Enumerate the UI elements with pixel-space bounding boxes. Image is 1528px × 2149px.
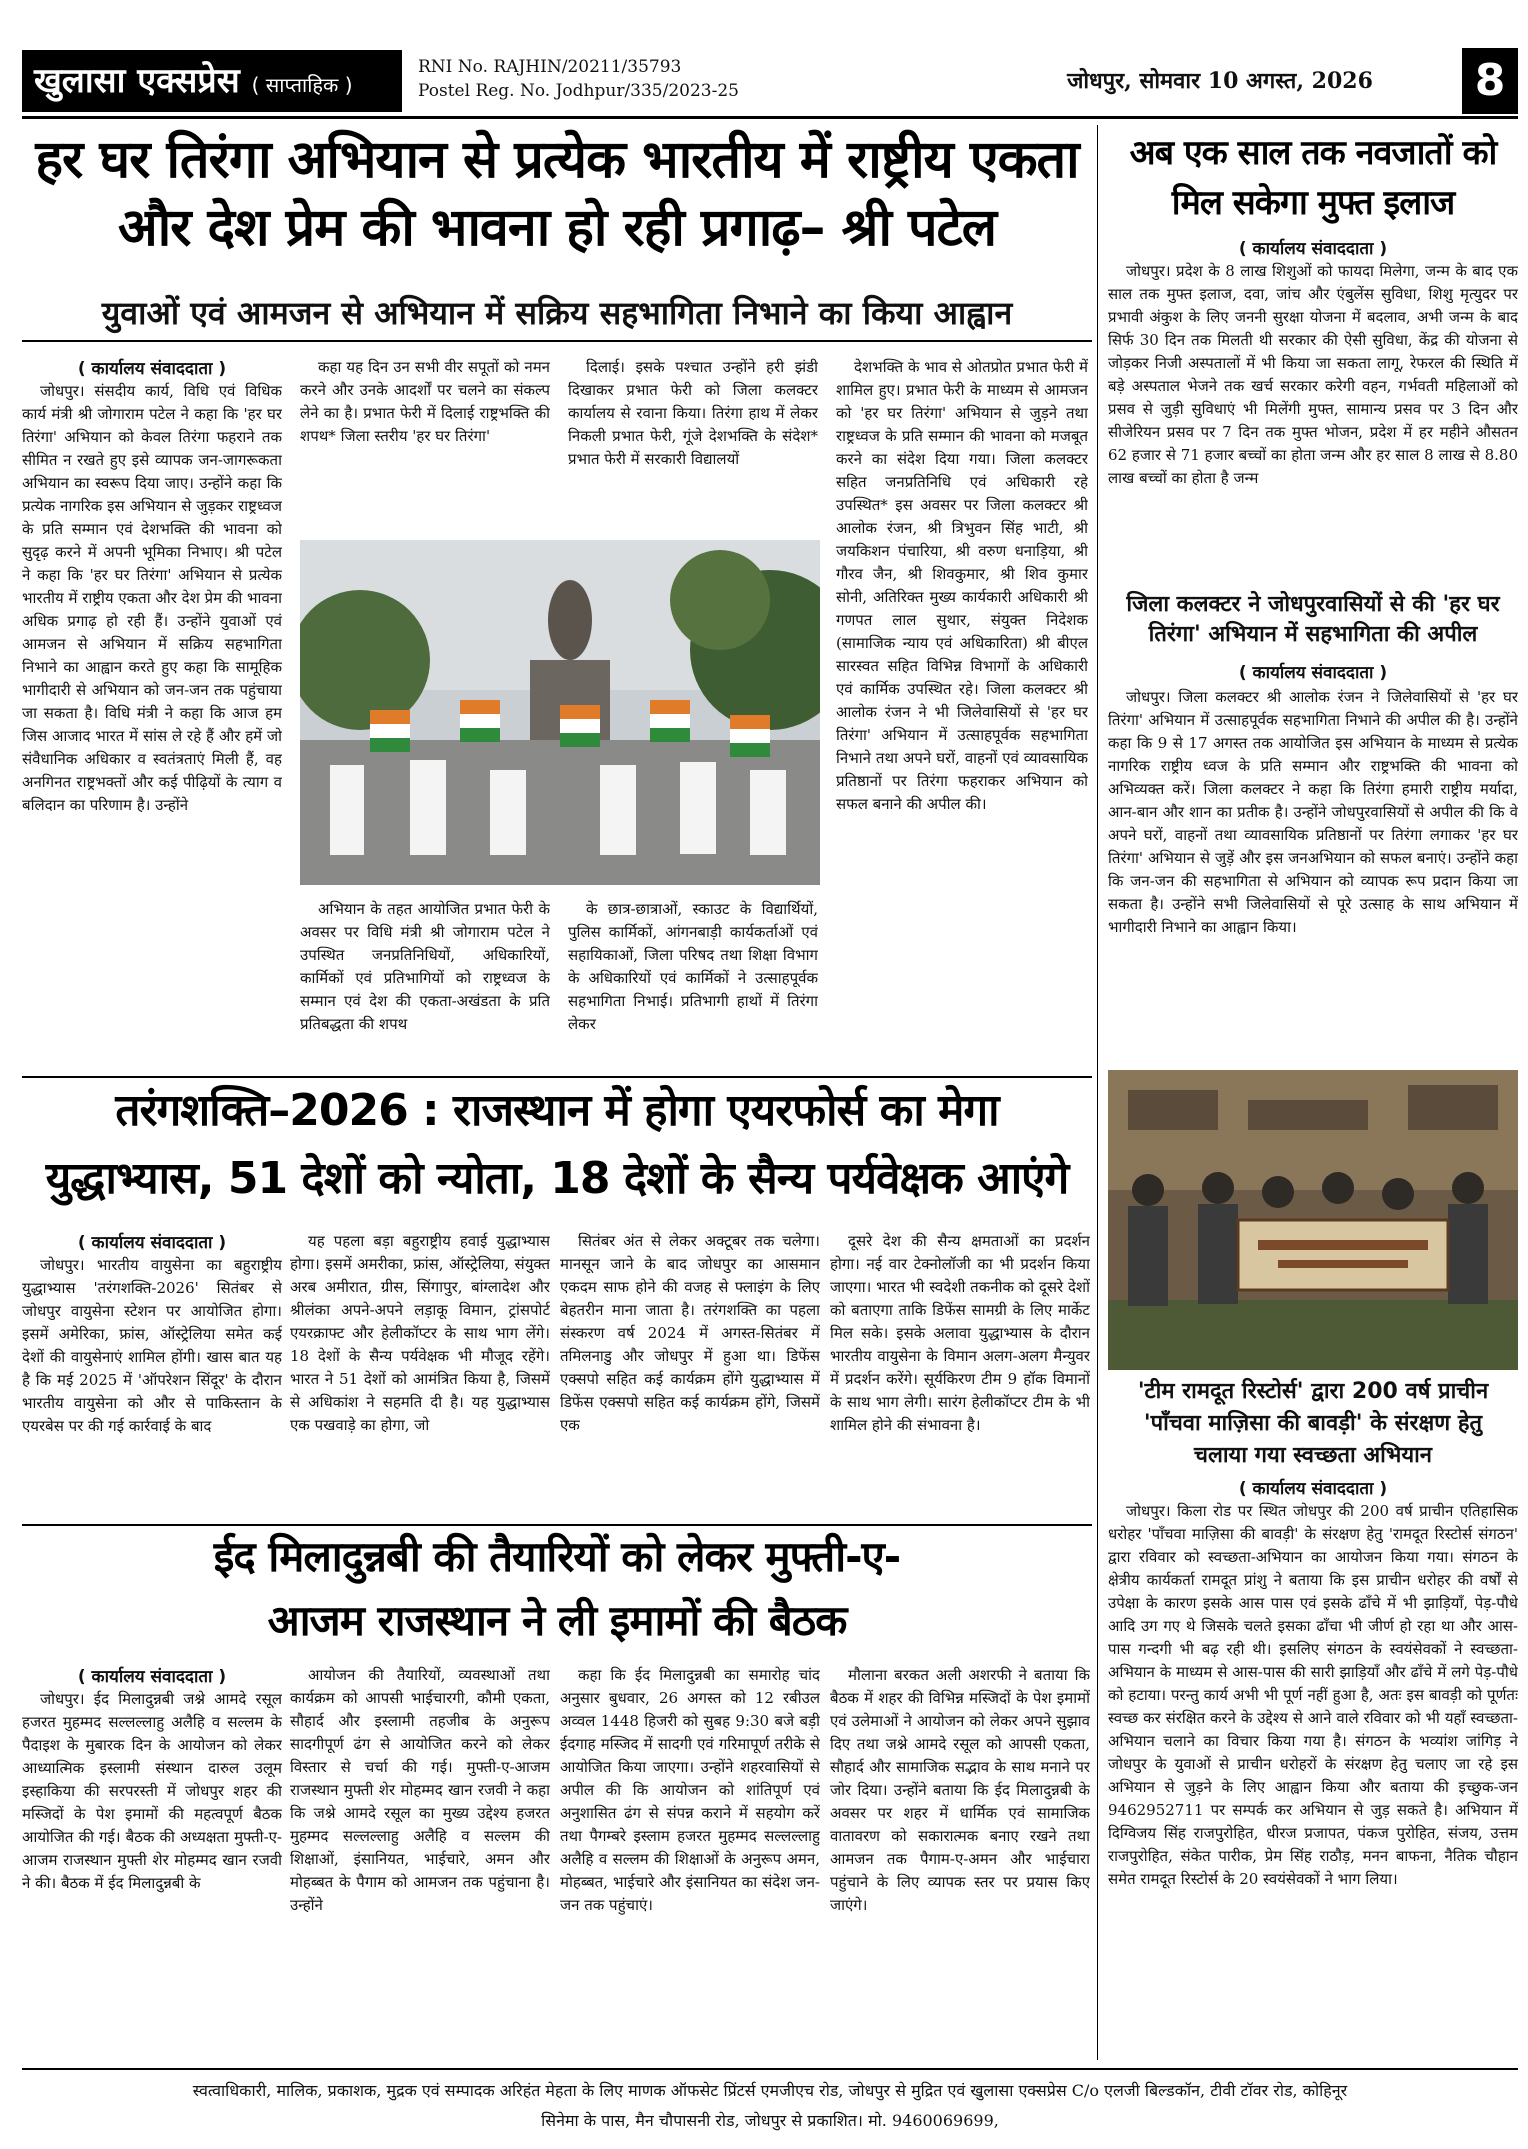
story5-headline-line2: 'पाँचवा माज़िसा की बावड़ी' के संरक्षण हेतु [1143, 1411, 1483, 1436]
column-separator [1097, 125, 1098, 2060]
story1-bottom-rule [22, 1076, 1092, 1078]
postal-registration: Postel Reg. No. Jodhpur/335/2023-25 [418, 81, 739, 101]
story6-headline-line2: आजम राजस्थान ने ली इमामों की बैठक [267, 1596, 847, 1645]
story4-col3-text: सितंबर अंत से लेकर अक्टूबर तक चलेगा। मानसून जाने के बाद जोधपुर का आसमान एकदम साफ होने की वजह से फ्लाइंग के लिए बेहतरीन माना जाता है। तरंगशक्ति का पहला संस्करण वर्ष 2024 में अगस्त-सितंबर में तमिलनाडु और जोधपुर में हुआ था। डिफेंस एक्सपो सहित कई कार्यक्रम होंगे युद्धाभ्यास में डिफेंस एक्सपो सहित कई कार्यक्रम होंगे, जिसमें एक [560, 1232, 820, 1434]
story3-headline: जिला कलक्टर ने जोधपुरवासियों से की 'हर घर तिरंगा' अभियान में सहभागिता की अपील [1126, 592, 1500, 647]
story2-body [1108, 260, 1518, 580]
story6-column3 [560, 1664, 820, 2060]
story4-byline: ( कार्यालय संवाददाता ) [77, 1233, 227, 1253]
story2-headline-line2: मिल सकेगा मुफ्त इलाज [1171, 183, 1455, 223]
story6-byline: ( कार्यालय संवाददाता ) [77, 1667, 227, 1687]
imprint-line1: स्वत्वाधिकारी, मालिक, प्रकाशक, मुद्रक एवं सम्पादक अरिहंत मेहता के लिए माणक ऑफसेट प्रिंटर्स एमजीएच रोड, जोधपुर से मुद्रित एवं खुलासा एक्सप्रेस C/o एलजी बिल्डकॉन, टीवी टॉवर रोड, कोहिनूर [192, 2081, 1348, 2100]
story4-headline-line2: युद्धाभ्यास, 51 देशों को न्योता, 18 देशों के सैन्य पर्यवेक्षक आएंगे [45, 1153, 1069, 1204]
story1-column2-bottom [300, 898, 550, 1068]
rni-number: RNI No. RAJHIN/20211/35793 [418, 57, 682, 77]
story3-body-text: जोधपुर। जिला कलक्टर श्री आलोक रंजन ने जिलेवासियों से 'हर घर तिरंगा' अभियान में उत्साहपूर्वक सहभागिता निभाने की अपील की है। उन्होंने कहा कि 9 से 17 अगस्त तक आयोजित इस अभियान के माध्यम से प्रत्येक नागरिक राष्ट्रीय ध्वज के प्रति सम्मान और राष्ट्रभक्ति की भावना को अभिव्यक्त करें। जिला कलक्टर ने कहा कि तिरंगा हमारी राष्ट्रीय मर्यादा, आन-बान और शान का प्रतीक है। उन्होंने जोधपुरवासियों से अपील की कि वे अपने घरों, वाहनों तथा व्यावसायिक प्रतिष्ठानों पर तिरंगा लगाकर 'हर घर तिरंगा' अभियान से जुड़ें और इस जनअभियान को सफल बनाएं। उन्होंने कहा कि जन-जन की सहभागिता से अभियान को व्यापक रूप प्रदान किया जा सकता है। उन्होंने सभी जिलेवासियों से पूरे उत्साह के साथ अभियान में भागीदारी निभाने का आह्वान किया। [1108, 688, 1518, 936]
story1-headline-line2: और देश प्रेम की भावना हो रही प्रगाढ़– श्री पटेल [117, 198, 997, 258]
story1-subheadline: युवाओं एवं आमजन से अभियान में सक्रिय सहभागिता निभाने का किया आह्वान [101, 294, 1013, 332]
dateline: जोधपुर, सोमवार 10 अगस्त, 2026 [1067, 68, 1373, 94]
story6-col1-text: जोधपुर। ईद मिलादुन्नबी जश्ने आमदे रसूल हजरत मुहम्मद सल्लल्लाहु अलैहि व सल्लम के पैदाइश के मुबारक दिन के आयोजन को लेकर आध्यात्मिक इस्लामी संस्थान दारुल उलूम इस्हाकिया की सरपरस्ती में जोधपुर शहर की मस्जिदों के पेश इमामों की महत्वपूर्ण बैठक आयोजित की गई। बैठक की अध्यक्षता मुफ्ती-ए-आजम राजस्थान मुफ्ती शेर मोहम्मद खान रजवी ने की। बैठक में ईद मिलादुन्नबी के [22, 1690, 282, 1892]
imprint-line2: सिनेमा के पास, मैन चौपासनी रोड, जोधपुर से प्रकाशित। मो. 9460069699, [541, 2111, 999, 2130]
story1-col2-bottom-text: अभियान के तहत आयोजित प्रभात फेरी के अवसर पर विधि मंत्री श्री जोगाराम पटेल ने उपस्थित जनप्रतिनिधियों, अधिकारियों, कार्मिकों एवं प्रतिभागियों को राष्ट्रध्वज के सम्मान एवं देश की एकता-अखंडता के प्रति प्रतिबद्धता की शपथ [300, 900, 550, 1033]
story1-photo-flag-rally [300, 540, 820, 885]
story5-byline: ( कार्यालय संवाददाता ) [1238, 1479, 1388, 1499]
story6-headline-line1: ईद मिलादुन्नबी की तैयारियों को लेकर मुफ्ती-ए- [213, 1532, 901, 1581]
story5-body-text: जोधपुर। किला रोड पर स्थित जोधपुर की 200 वर्ष प्राचीन एतिहासिक धरोहर 'पाँचवा माज़िसा की बावड़ी' के संरक्षण हेतु 'रामदूत रिस्टोर्स संगठन' द्वारा रविवार को स्वच्छता-अभियान का आयोजन किया गया। संगठन के क्षेत्रीय कार्यकर्ता रामदूत प्रांशु ने बताया कि इस प्राचीन धरोहर की वर्षों से उपेक्षा के कारण इसके आस पास एवं इसके ढाँचे में भी झाड़ियाँ, पेड़-पौधे आदि उग गए थे जिसके चलते इसका ढाँचा भी जीर्ण हो रहा था और आस-पास गन्दगी भी बढ़ रही थी। इसलिए संगठन के स्वयंसेवकों ने स्वच्छता-अभियान के माध्यम से आस-पास की सारी झाड़ियाँ और ढाँचे में लगे पेड़-पौधे को हटाया। परन्तु कार्य अभी भी पूर्ण नहीं हुआ है, अतः इस बावड़ी को पूर्णतः स्वच्छ कर संरक्षित करने के उद्देश्य से आने वाले रविवार को भी यहाँ स्वच्छता-अभियान चलाने का विचार किया गया है। संगठन के भव्यांश जांगिड़ ने जोधपुर के युवाओं से प्राचीन धरोहरों के संरक्षण हेतु चलाए जा रहे इस अभियान से जुड़ने के लिए आह्वान किया और बताया की इच्छुक-जन 9462952711 पर सम्पर्क कर अभियान से जुड़ सकते है। अभियान में दिग्विजय सिंह राजपुरोहित, धीरज प्रजापत, पंकज पुरोहित, संजय, उत्तम राजपुरोहित, संकेत पारीक, प्रेम सिंह राठौड़, मनन बाफना, नैतिक चौहान समेत रामदूत रिस्टोर्स के 20 स्वयंसेवकों ने भाग लिया। [1108, 1502, 1518, 1888]
story6-column4 [830, 1664, 1090, 2060]
story4-headline-line1: तरंगशक्ति–2026 : राजस्थान में होगा एयरफोर्स का मेगा [115, 1085, 999, 1136]
story1-col4-text: देशभक्ति के भाव से ओतप्रोत प्रभात फेरी में शामिल हुए। प्रभात फेरी के माध्यम से आमजन को 'हर घर तिरंगा' अभियान से जुड़ने तथा राष्ट्रध्वज के प्रति सम्मान की भावना को मजबूत करने का संदेश दिया गया। जिला कलक्टर सहित जनप्रतिनिधि एवं अधिकारी रहे उपस्थित* इस अवसर पर जिला कलक्टर श्री आलोक रंजन, श्री त्रिभुवन सिंह भाटी, श्री जयकिशन पंचारिया, श्री वरुण धनाड़िया, श्री गौरव जैन, श्री शिवकुमार, श्री शिव कुमार सोनी, अतिरिक्त मुख्य कार्यकारी अधिकारी श्री गणपत लाल सुथार, संयुक्त निदेशक (सामाजिक न्याय एवं अधिकारिता) श्री बीएल सारस्वत सहित विभिन्न विभागों के अधिकारी एवं कार्मिक उपस्थित रहे। जिला कलक्टर श्री आलोक रंजन ने भी जिलेवासियों से 'हर घर तिरंगा' अभियान में उत्साहपूर्वक सहभागिता निभाने तथा अपने घरों, वाहनों एवं व्यावसायिक प्रतिष्ठानों पर तिरंगा फहराकर अभियान को सफल बनाने की अपील की। [836, 358, 1088, 813]
story1-col1-text: जोधपुर। संसदीय कार्य, विधि एवं विधिक कार्य मंत्री श्री जोगाराम पटेल ने कहा कि 'हर घर तिरंगा' अभियान को केवल तिरंगा फहराने तक सीमित न रखते हुए इसे व्यापक जन-जागरूकता अभियान का स्वरूप दिया जाए। उन्होंने कहा कि प्रत्येक नागरिक इस अभियान से जुड़कर राष्ट्रध्वज के प्रति सम्मान एवं देशभक्ति की भावना को सुदृढ़ करने में अपनी भूमिका निभाए। श्री पटेल ने कहा कि 'हर घर तिरंगा' अभियान से प्रत्येक भारतीय में राष्ट्रीय एकता और देश प्रेम की भावना अधिक प्रगाढ़ हो रही हैं। उन्होंने युवाओं एवं आमजन से अभियान में सक्रिय सहभागिता निभाने का आह्वान करते हुए कहा कि सामूहिक भागीदारी से अभियान को जन-जन तक पहुंचाया जा सकता है। विधि मंत्री ने कहा कि आज हम जिस आजाद भारत में सांस ले रहे हैं और हमें जो संवैधानिक अधिकार व स्वतंत्रताएं मिली हैं, वह अनगिनत राष्ट्रभक्तों और कई पीढ़ियों के त्याग व बलिदान का परिणाम है। उन्होंने [22, 382, 282, 814]
story1-col3-bottom-text: के छात्र-छात्राओं, स्काउट के विद्यार्थियों, पुलिस कार्मिकों, आंगनबाड़ी कार्यकर्ताओं एवं सहायिकाओं, जिला परिषद तथा शिक्षा विभाग के अधिकारियों एवं कार्मिकों ने उत्साहपूर्वक सहभागिता निभाई। प्रतिभागी हाथों में तिरंगा लेकर [568, 900, 818, 1033]
story4-column3 [560, 1230, 820, 1518]
story1-rule [22, 340, 1092, 342]
story4-col2-text: यह पहला बड़ा बहुराष्ट्रीय हवाई युद्धाभ्यास होगा। इसमें अमरीका, फ्रांस, ऑस्ट्रेलिया, संयुक्त अरब अमीरात, ग्रीस, सिंगापुर, बांग्लादेश और श्रीलंका अपने-अपने लड़ाकू विमान, ट्रांसपोर्ट एयरक्राफ्ट और हेलीकॉप्टर के साथ भाग लेंगे। 18 देशों के सैन्य पर्यवेक्षक भी मौजूद रहेंगे। भारत ने 51 देशों को आमंत्रित किया है, जिसमें से अधिकांश ने सहमति दी है। यह युद्धाभ्यास एक पखवाड़े का होगा, जो [290, 1232, 550, 1434]
imprint-footer [22, 2068, 1518, 2138]
story6-col2-text: आयोजन की तैयारियों, व्यवस्थाओं तथा कार्यक्रम को आपसी भाईचारगी, कौमी एकता, सौहार्द और इस्लामी तहजीब के अनुरूप सादगीपूर्ण ढंग से आयोजित करने को लेकर विस्तार से चर्चा की गई। मुफ्ती-ए-आजम राजस्थान मुफ्ती शेर मोहम्मद खान रजवी ने कहा कि जश्ने आमदे रसूल का मुख्य उद्देश्य हजरत मुहम्मद सल्लल्लाहु अलैहि व सल्लम की शिक्षाओं, इंसानियत, भाईचारे, अमन और मोहब्बत के पैगाम को आमजन तक पहुंचाना है। उन्होंने [290, 1666, 550, 1914]
story5-headline-line3: चलाया गया स्वच्छता अभियान [1193, 1443, 1433, 1468]
page-number: 8 [1462, 48, 1518, 114]
story6-col3-text: कहा कि ईद मिलादुन्नबी का समारोह चांद अनुसार बुधवार, 26 अगस्त को 12 रबीउल अव्वल 1448 हिजरी को सुबह 9:30 बजे बड़ी ईदगाह मस्जिद में सादगी एवं गरिमापूर्ण तरीके से आयोजित किया जाएगा। उन्होंने शहरवासियों से अपील की कि आयोजन को शांतिपूर्ण एवं अनुशासित ढंग से संपन्न कराने में सहयोग करें तथा पैगम्बरे इस्लाम हजरत मुहम्मद सल्लल्लाहु अलैहि व सल्लम की शिक्षाओं के अनुरूप अमन, मोहब्बत, भाईचारे और इंसानियत का संदेश जन-जन तक पहुंचाएं। [560, 1666, 820, 1914]
registration-info [418, 50, 998, 112]
story4-column1 [22, 1254, 282, 1518]
story4-column4 [830, 1230, 1090, 1518]
story3-byline: ( कार्यालय संवाददाता ) [1238, 663, 1388, 683]
story1-column3-bottom [568, 898, 818, 1068]
story1-headline-line1: हर घर तिरंगा अभियान से प्रत्येक भारतीय में राष्ट्रीय एकता [35, 130, 1079, 190]
story4-column2 [290, 1230, 550, 1518]
story2-headline-line1: अब एक साल तक नवजातों को [1129, 133, 1497, 173]
brand-weekly-tag: ( साप्ताहिक ) [251, 73, 353, 97]
masthead-rule [22, 116, 1518, 119]
team-photo-illustration [1108, 1070, 1518, 1370]
story1-col2-top-text: कहा यह दिन उन सभी वीर सपूतों को नमन करने और उनके आदर्शों पर चलने का संकल्प लेने का है। प्रभात फेरी में दिलाई राष्ट्रभक्ति की शपथ* जिला स्तरीय 'हर घर तिरंगा' [300, 358, 550, 445]
newspaper-brand [22, 50, 402, 112]
story4-col4-text: दूसरे देश की सैन्य क्षमताओं का प्रदर्शन होगा। नई वार टेक्नोलॉजी का भी प्रदर्शन किया जाएगा। भारत भी स्वदेशी तकनीक को दूसरे देशों को बताएगा ताकि डिफेंस सामग्री के लिए मार्केट मिल सके। इसके अलावा युद्धाभ्यास के दौरान भारतीय वायुसेना के विमान अलग-अलग मैन्युवर में प्रदर्शन करेंगे। सूर्यकिरण टीम 9 हॉक विमानों के साथ भाग लेगी। सारंग हेलीकॉप्टर टीम के भी शामिल होने की संभावना है। [830, 1232, 1090, 1434]
story1-col3-top-text: दिलाई। इसके पश्चात उन्होंने हरी झंडी दिखाकर प्रभात फेरी को जिला कलक्टर कार्यालय से रवाना किया। तिरंगा हाथ में लेकर निकली प्रभात फेरी, गूंजे देशभक्ति के संदेश* प्रभात फेरी में सरकारी विद्यालयों [568, 358, 818, 468]
brand-name: खुलासा एक्सप्रेस [34, 61, 240, 101]
story1-byline: ( कार्यालय संवाददाता ) [77, 359, 227, 379]
story6-col4-text: मौलाना बरकत अली अशरफी ने बताया कि बैठक में शहर की विभिन्न मस्जिदों के पेश इमामों एवं उलेमाओं ने आयोजन को लेकर अपने सुझाव दिए तथा जश्ने आमदे रसूल को आपसी एकता, सौहार्द और सामाजिक सद्भाव के साथ मनाने पर जोर दिया। उन्होंने बताया कि ईद मिलादुन्नबी के अवसर पर शहर में धार्मिक एवं सामाजिक वातावरण को सकारात्मक बनाए रखने तथा आमजन तक पैगाम-ए-अमन और भाईचारा पहुंचाने के लिए व्यापक स्तर पर प्रयास किए जाएंगे। [830, 1666, 1090, 1914]
story4-col1-text: जोधपुर। भारतीय वायुसेना का बहुराष्ट्रीय युद्धाभ्यास 'तरंगशक्ति-2026' सितंबर से जोधपुर वायुसेना स्टेशन पर आयोजित होगा। इसमें अमेरिका, फ्रांस, ऑस्ट्रेलिया समेत कई देशों की वायुसेनाएं शामिल होंगी। खास बात यह है कि मई 2025 में 'ऑपरेशन सिंदूर' के दौरान भारतीय वायुसेना को और से पाकिस्तान के एयरबेस पर की गई कार्रवाई के बाद [22, 1256, 282, 1435]
story4-bottom-rule [22, 1524, 1092, 1526]
story2-body-text: जोधपुर। प्रदेश के 8 लाख शिशुओं को फायदा मिलेगा, जन्म के बाद एक साल तक मुफ्त इलाज, दवा, जांच और एंबुलेंस सुविधा, शिशु मृत्युदर पर प्रभावी अंकुश के लिए जननी सुरक्षा योजना में बदलाव, अभी जन्म के बाद सिर्फ 30 दिन तक मिलती थी सरकार की ऐसी सुविधा, केंद्र की योजना से जोड़कर निजी अस्पतालों में भी किया जा सकता लागू, रेफरल की स्थिति में बड़े अस्पताल भेजने तक खर्च सरकार करेगी वहन, गर्भवती महिलाओं को प्रसव से जुड़ी सुविधाएं भी मिलेंगी मुफ्त, सामान्य प्रसव पर 3 दिन और सीजेरियन प्रसव पर 7 दिन तक मुफ्त भोजन, प्रदेश में हर महीने औसतन 62 हजार से 71 हजार बच्चों का होता जन्म और हर साल 8 लाख से 8.80 लाख बच्चों का होता है जन्म [1108, 262, 1518, 487]
story1-column1 [22, 380, 282, 1070]
story2-byline: ( कार्यालय संवाददाता ) [1238, 239, 1388, 259]
story1-column3-top [568, 356, 818, 516]
story5-headline-line1: 'टीम रामदूत रिस्टोर्स' द्वारा 200 वर्ष प्राचीन [1137, 1379, 1489, 1404]
story6-column2 [290, 1664, 550, 2060]
story1-column4 [836, 356, 1088, 1068]
story5-photo-stepwell-team [1108, 1070, 1518, 1370]
rally-photo-illustration [300, 540, 820, 885]
story5-body [1108, 1500, 1518, 2062]
story6-column1 [22, 1688, 282, 2060]
story3-body [1108, 686, 1518, 1058]
story1-column2-top [300, 356, 550, 516]
